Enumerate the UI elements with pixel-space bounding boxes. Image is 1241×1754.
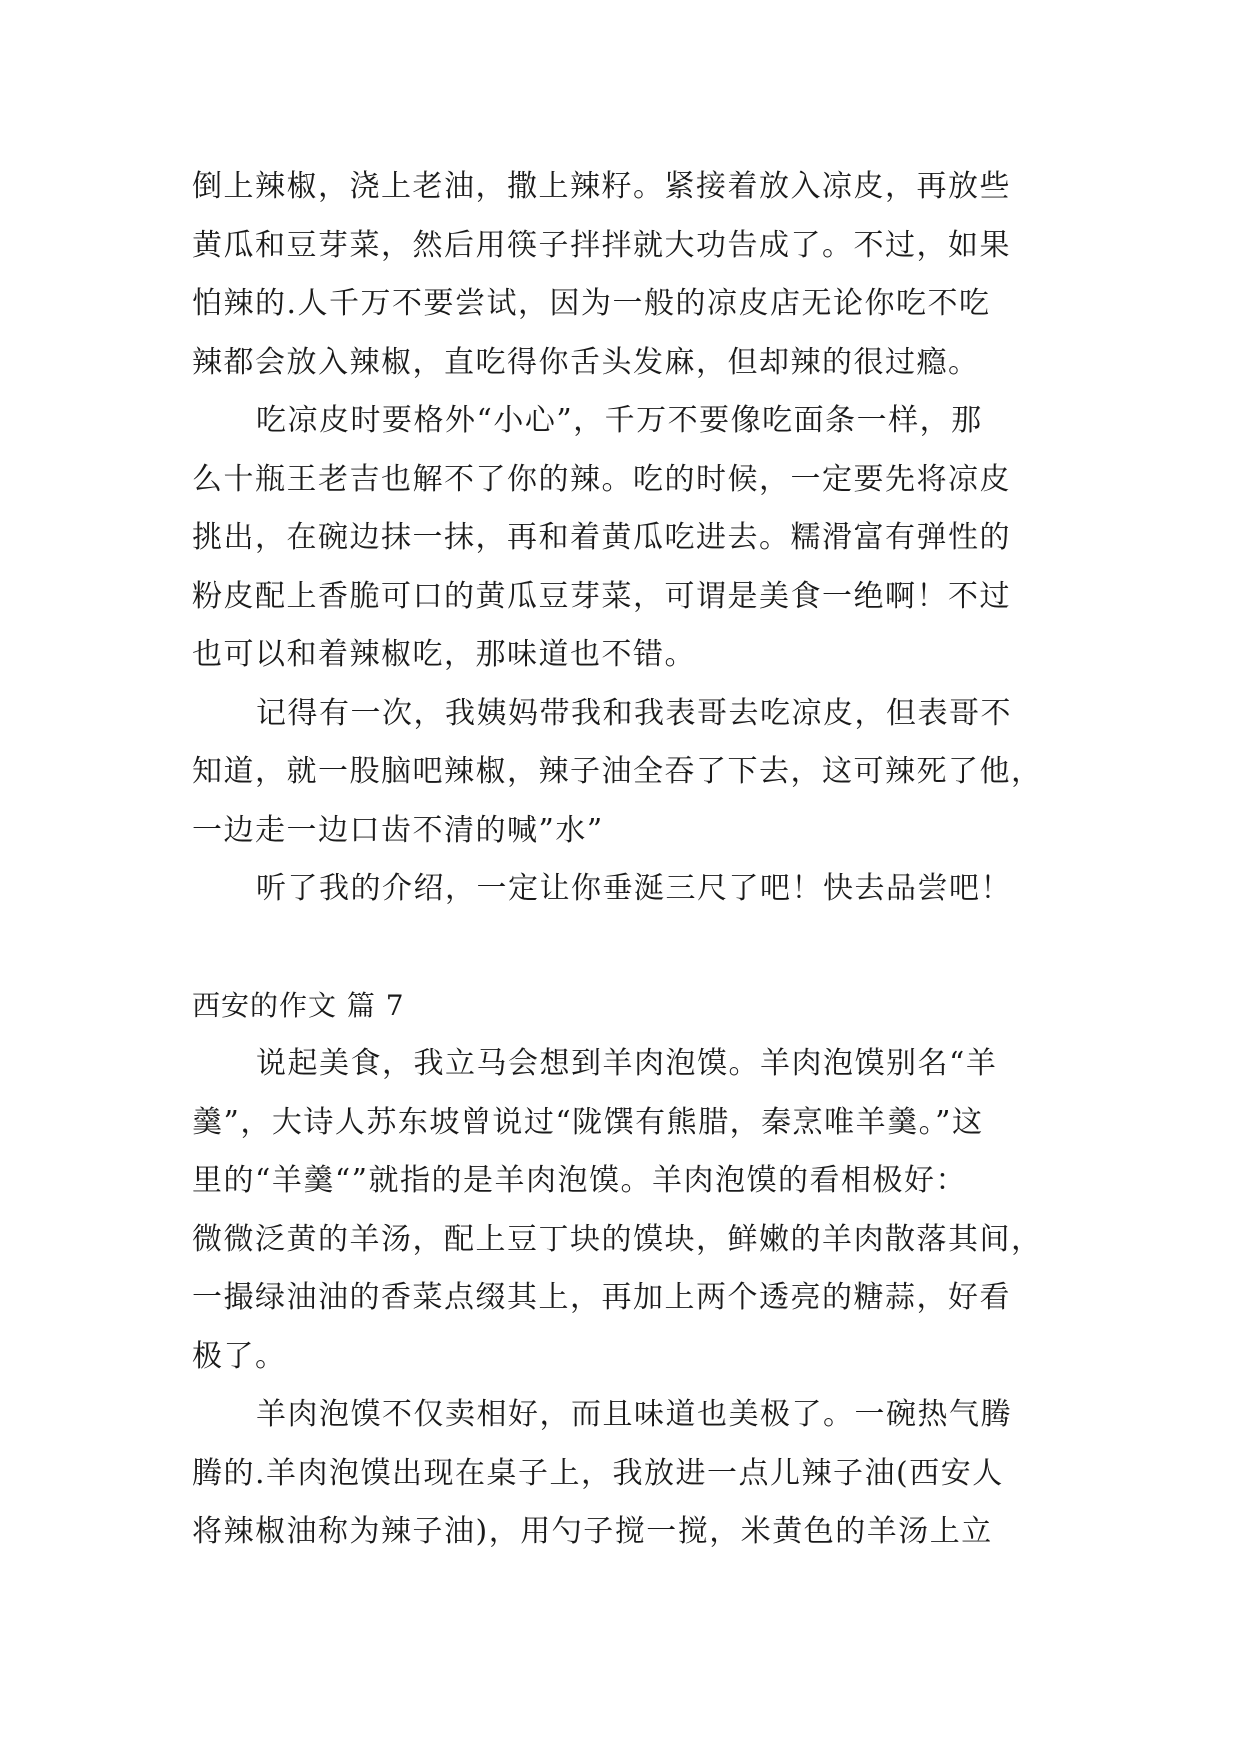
paragraph-5 <box>192 1035 1062 1386</box>
paragraph-1 <box>192 158 1062 392</box>
text-line: 一边走一边口齿不清的喊”水” <box>192 812 604 848</box>
section-heading: 西安的作文 篇 7 <box>192 988 405 1022</box>
paragraph-4 <box>192 860 1062 919</box>
text-line: 极了。 <box>192 1338 287 1374</box>
paragraph-2 <box>192 392 1062 685</box>
text-line: 么十瓶王老吉也解不了你的辣。吃的时候，一定要先将凉皮 <box>192 461 1011 497</box>
text-line: 吃凉皮时要格外“小心”，千万不要像吃面条一样，那 <box>256 403 983 438</box>
text-line: 听了我的介绍，一定让你垂涎三尺了吧！快去品尝吧！ <box>256 871 1012 906</box>
text-line: 黄瓜和豆芽菜，然后用筷子拌拌就大功告成了。不过，如果 <box>192 227 1011 263</box>
text-line: 羹”，大诗人苏东坡曾说过“陇馔有熊腊，秦烹唯羊羹。”这 <box>192 1104 984 1140</box>
paragraph-6 <box>192 1386 1062 1562</box>
text-line: 说起美食，我立马会想到羊肉泡馍。羊肉泡馍别名“羊 <box>256 1046 998 1081</box>
text-line: 一撮绿油油的香菜点缀其上，再加上两个透亮的糖蒜，好看 <box>192 1280 1011 1315</box>
text-line: 辣都会放入辣椒，直吃得你舌头发麻，但却辣的很过瘾。 <box>192 344 980 380</box>
section-gap <box>192 919 1062 977</box>
text-line: 倒上辣椒，浇上老油，撒上辣籽。紧接着放入凉皮，再放些 <box>192 169 1011 204</box>
text-line: 羊肉泡馍不仅卖相好，而且味道也美极了。一碗热气腾 <box>256 1397 1012 1432</box>
paragraph-3 <box>192 685 1062 861</box>
text-line: 将辣椒油称为辣子油)，用勺子搅一搅，米黄色的羊汤上立 <box>192 1514 993 1549</box>
text-line: 里的“羊羹“”就指的是羊肉泡馍。羊肉泡馍的看相极好： <box>192 1163 968 1198</box>
text-line: 微微泛黄的羊汤，配上豆丁块的馍块，鲜嫩的羊肉散落其间， <box>192 1221 1043 1257</box>
text-line: 粉皮配上香脆可口的黄瓜豆芽菜，可谓是美食一绝啊！不过 <box>192 578 1011 614</box>
text-line: 腾的.羊肉泡馍出现在桌子上，我放进一点儿辣子油(西安人 <box>192 1455 1004 1491</box>
text-line: 记得有一次，我姨妈带我和我表哥去吃凉皮，但表哥不 <box>256 695 1012 731</box>
text-line: 怕辣的.人千万不要尝试，因为一般的凉皮店无论你吃不吃 <box>192 286 991 321</box>
text-line: 也可以和着辣椒吃，那味道也不错。 <box>192 637 696 672</box>
document-page <box>192 158 1062 1562</box>
text-line: 挑出，在碗边抹一抹，再和着黄瓜吃进去。糯滑富有弹性的 <box>192 520 1011 555</box>
text-line: 知道，就一股脑吧辣椒，辣子油全吞了下去，这可辣死了他， <box>192 754 1043 789</box>
